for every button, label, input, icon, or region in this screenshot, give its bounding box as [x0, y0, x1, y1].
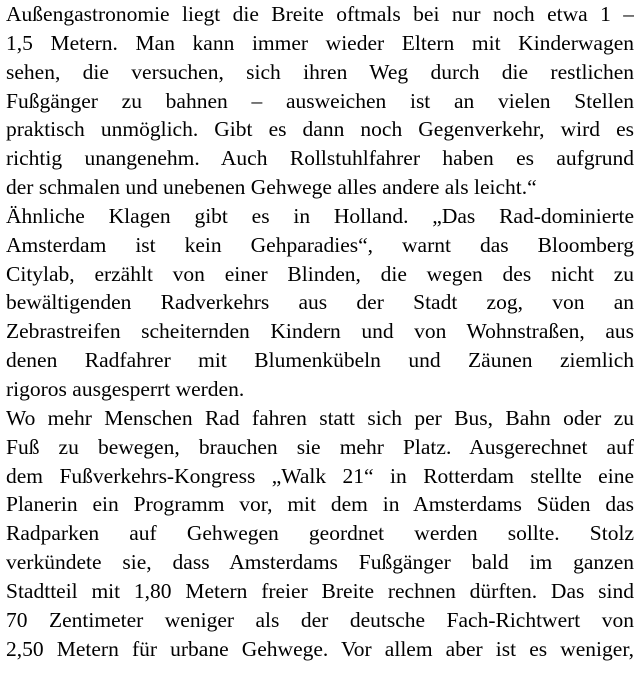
text-line: Außengastronomie liegt die Breite oftmals bei nur noch etwa 1 – [6, 2, 634, 26]
text-line: Stadtteil mit 1,80 Metern freier Breite rechnen dürften. Das sind [6, 578, 634, 603]
text-line: denen Radfahrer mit Blumenkübeln und Zäunen ziemlich [6, 348, 634, 373]
text-line: Planerin ein Programm vor, mit dem in Amsterdams Süden das [6, 492, 634, 517]
text-line: Zebrastreifen scheiternden Kindern und von Wohnstraßen, aus [6, 319, 634, 344]
text-line: bewältigenden Radverkehrs aus der Stadt zog, von an [6, 290, 634, 315]
text-line: 2,50 Metern für urbane Gehwege. Vor allem aber ist es weniger, [6, 636, 634, 661]
text-line: praktisch unmöglich. Gibt es dann noch Gegenverkehr, wird es [6, 117, 634, 142]
text-line: verkündete sie, dass Amsterdams Fußgänger bald im ganzen [6, 550, 634, 575]
document-body [6, 0, 634, 663]
text-line: 1,5 Metern. Man kann immer wieder Eltern mit Kinderwagen [6, 30, 634, 55]
text-line: sehen, die versuchen, sich ihren Weg durch die restlichen [6, 59, 634, 84]
text-line: rigoros ausgesperrt werden. [6, 376, 245, 401]
text-line: richtig unangenehm. Auch Rollstuhlfahrer haben es aufgrund [6, 146, 634, 171]
text-line: Fuß zu bewegen, brauchen sie mehr Platz. Ausgerechnet auf [6, 434, 634, 459]
text-line: Radparken auf Gehwegen geordnet werden sollte. Stolz [6, 521, 634, 546]
text-line: 70 Zentimeter weniger als der deutsche Fach-Richtwert von [6, 607, 634, 632]
text-line: Amsterdam ist kein Gehparadies“, warnt das Bloomberg [6, 232, 634, 257]
text-line: Citylab, erzählt von einer Blinden, die wegen des nicht zu [6, 261, 634, 286]
text-line: Wo mehr Menschen Rad fahren statt sich per Bus, Bahn oder zu [6, 405, 634, 430]
text-line: Ähnliche Klagen gibt es in Holland. „Das Rad-dominierte [6, 203, 634, 228]
text-line: der schmalen und unebenen Gehwege alles andere als leicht.“ [6, 175, 537, 200]
text-line: dem Fußverkehrs-Kongress „Walk 21“ in Rotterdam stellte eine [6, 463, 634, 488]
text-line: Fußgänger zu bahnen – ausweichen ist an vielen Stellen [6, 88, 634, 113]
